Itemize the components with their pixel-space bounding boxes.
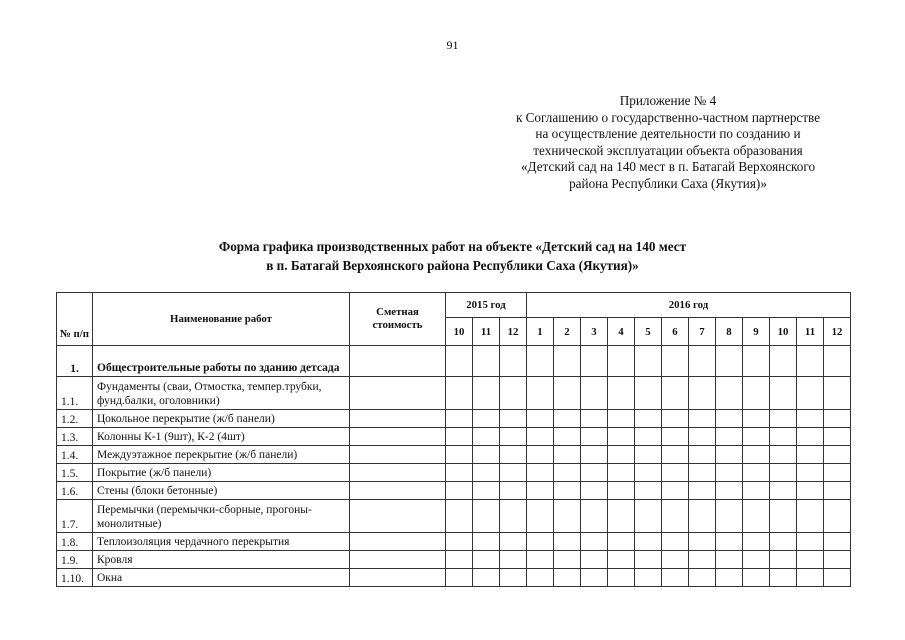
schedule-cell xyxy=(527,464,554,482)
row-work-name: Кровля xyxy=(93,551,350,569)
schedule-cell xyxy=(581,500,608,533)
table-row xyxy=(57,464,851,482)
schedule-cell xyxy=(527,533,554,551)
schedule-cell xyxy=(527,346,554,377)
schedule-cell xyxy=(716,377,743,410)
schedule-cell xyxy=(716,569,743,587)
schedule-cell xyxy=(500,551,527,569)
schedule-cell xyxy=(770,551,797,569)
header-month-2016: 11 xyxy=(797,318,824,346)
schedule-cell xyxy=(473,428,500,446)
schedule-cell xyxy=(554,377,581,410)
schedule-cell xyxy=(554,551,581,569)
schedule-cell xyxy=(635,533,662,551)
schedule-cell xyxy=(716,428,743,446)
header-month-2016: 9 xyxy=(743,318,770,346)
schedule-cell xyxy=(743,410,770,428)
row-cost-cell xyxy=(350,482,446,500)
schedule-cell xyxy=(500,533,527,551)
row-number: 1.8. xyxy=(57,533,93,551)
schedule-cell xyxy=(716,346,743,377)
row-number: 1.7. xyxy=(57,500,93,533)
schedule-cell xyxy=(743,500,770,533)
schedule-cell xyxy=(824,500,851,533)
schedule-cell xyxy=(662,410,689,428)
schedule-cell xyxy=(743,551,770,569)
schedule-cell xyxy=(527,410,554,428)
header-month-2015: 10 xyxy=(446,318,473,346)
header-month-2016: 2 xyxy=(554,318,581,346)
schedule-cell xyxy=(689,428,716,446)
schedule-cell xyxy=(770,464,797,482)
schedule-cell xyxy=(743,482,770,500)
schedule-cell xyxy=(608,500,635,533)
schedule-cell xyxy=(743,464,770,482)
schedule-cell xyxy=(500,500,527,533)
row-number: 1.3. xyxy=(57,428,93,446)
schedule-cell xyxy=(716,551,743,569)
schedule-cell xyxy=(446,428,473,446)
row-cost-cell xyxy=(350,346,446,377)
schedule-cell xyxy=(581,551,608,569)
schedule-cell xyxy=(473,482,500,500)
schedule-cell xyxy=(770,428,797,446)
schedule-cell xyxy=(770,346,797,377)
row-number: 1.6. xyxy=(57,482,93,500)
schedule-cell xyxy=(554,346,581,377)
schedule-cell xyxy=(770,377,797,410)
schedule-cell xyxy=(527,551,554,569)
schedule-cell xyxy=(743,533,770,551)
form-title-line: в п. Батагай Верхоянского района Республики Саха (Якутия)» xyxy=(266,258,639,273)
schedule-cell xyxy=(446,346,473,377)
schedule-cell xyxy=(608,377,635,410)
row-work-name: Окна xyxy=(93,569,350,587)
schedule-cell xyxy=(581,410,608,428)
schedule-cell xyxy=(527,569,554,587)
schedule-cell xyxy=(770,500,797,533)
schedule-cell xyxy=(527,500,554,533)
header-work-name: Наименование работ xyxy=(93,293,350,346)
schedule-cell xyxy=(662,569,689,587)
schedule-cell xyxy=(446,464,473,482)
schedule-cell xyxy=(662,446,689,464)
table-row xyxy=(57,410,851,428)
schedule-cell xyxy=(689,464,716,482)
appendix-line: Приложение № 4 xyxy=(619,93,717,108)
schedule-cell xyxy=(689,482,716,500)
schedule-cell xyxy=(689,346,716,377)
header-month-2016: 7 xyxy=(689,318,716,346)
schedule-cell xyxy=(689,500,716,533)
row-work-name: Покрытие (ж/б панели) xyxy=(93,464,350,482)
schedule-cell xyxy=(473,464,500,482)
schedule-cell xyxy=(446,377,473,410)
schedule-cell xyxy=(797,346,824,377)
schedule-cell xyxy=(716,410,743,428)
schedule-cell xyxy=(743,377,770,410)
schedule-cell xyxy=(581,569,608,587)
schedule-cell xyxy=(473,533,500,551)
schedule-cell xyxy=(446,551,473,569)
schedule-cell xyxy=(797,482,824,500)
row-cost-cell xyxy=(350,446,446,464)
schedule-cell xyxy=(797,428,824,446)
schedule-cell xyxy=(689,377,716,410)
schedule-cell xyxy=(662,533,689,551)
schedule-cell xyxy=(824,346,851,377)
schedule-cell xyxy=(662,346,689,377)
schedule-cell xyxy=(716,446,743,464)
schedule-cell xyxy=(770,569,797,587)
schedule-cell xyxy=(743,346,770,377)
schedule-cell xyxy=(581,428,608,446)
schedule-cell xyxy=(716,500,743,533)
schedule-cell xyxy=(716,464,743,482)
schedule-cell xyxy=(554,500,581,533)
header-month-2016: 12 xyxy=(824,318,851,346)
row-number: 1. xyxy=(57,346,93,377)
schedule-cell xyxy=(500,377,527,410)
row-number: 1.5. xyxy=(57,464,93,482)
schedule-cell xyxy=(797,377,824,410)
schedule-cell xyxy=(662,428,689,446)
schedule-cell xyxy=(500,410,527,428)
header-month-2015: 12 xyxy=(500,318,527,346)
schedule-cell xyxy=(473,377,500,410)
schedule-cell xyxy=(824,464,851,482)
schedule-cell xyxy=(554,533,581,551)
schedule-cell xyxy=(581,346,608,377)
schedule-cell xyxy=(824,410,851,428)
row-cost-cell xyxy=(350,500,446,533)
schedule-cell xyxy=(824,377,851,410)
schedule-cell xyxy=(581,464,608,482)
header-year-2016: 2016 год xyxy=(527,293,851,318)
schedule-cell xyxy=(797,500,824,533)
schedule-cell xyxy=(473,569,500,587)
schedule-cell xyxy=(446,482,473,500)
schedule-cell xyxy=(473,346,500,377)
row-number: 1.9. xyxy=(57,551,93,569)
row-number: 1.2. xyxy=(57,410,93,428)
schedule-cell xyxy=(797,569,824,587)
schedule-cell xyxy=(689,446,716,464)
schedule-cell xyxy=(527,377,554,410)
schedule-cell xyxy=(581,377,608,410)
schedule-cell xyxy=(581,533,608,551)
schedule-cell xyxy=(689,533,716,551)
row-work-name: Теплоизоляция чердачного перекрытия xyxy=(93,533,350,551)
schedule-cell xyxy=(635,464,662,482)
schedule-cell xyxy=(608,446,635,464)
schedule-cell xyxy=(554,428,581,446)
row-work-name: Цокольное перекрытие (ж/б панели) xyxy=(93,410,350,428)
row-number: 1.10. xyxy=(57,569,93,587)
schedule-cell xyxy=(635,569,662,587)
schedule-cell xyxy=(554,569,581,587)
schedule-cell xyxy=(554,410,581,428)
schedule-cell xyxy=(770,482,797,500)
form-title-line: Форма графика производственных работ на объекте «Детский сад на 140 мест xyxy=(218,239,687,254)
schedule-table xyxy=(56,292,851,587)
appendix-line: к Соглашению о государственно-частном партнерстве xyxy=(515,109,821,125)
row-cost-cell xyxy=(350,551,446,569)
header-month-2016: 10 xyxy=(770,318,797,346)
table-row xyxy=(57,533,851,551)
schedule-cell xyxy=(743,446,770,464)
schedule-cell xyxy=(554,446,581,464)
schedule-cell xyxy=(635,410,662,428)
header-month-2016: 3 xyxy=(581,318,608,346)
schedule-cell xyxy=(608,482,635,500)
header-cost: Сметная стоимость xyxy=(350,293,446,346)
page-number: 91 xyxy=(446,38,459,52)
row-number: 1.1. xyxy=(57,377,93,410)
schedule-cell xyxy=(743,569,770,587)
schedule-cell xyxy=(446,410,473,428)
appendix-line: на осуществление деятельности по созданию и xyxy=(535,126,801,142)
schedule-cell xyxy=(689,551,716,569)
schedule-cell xyxy=(662,500,689,533)
schedule-cell xyxy=(635,482,662,500)
schedule-cell xyxy=(770,446,797,464)
appendix-block xyxy=(468,93,868,193)
header-month-2016: 4 xyxy=(608,318,635,346)
schedule-cell xyxy=(554,464,581,482)
header-month-2016: 1 xyxy=(527,318,554,346)
schedule-cell xyxy=(500,569,527,587)
row-work-name: Общестроительные работы по зданию детсада xyxy=(93,346,350,377)
schedule-cell xyxy=(446,446,473,464)
schedule-cell xyxy=(716,482,743,500)
schedule-cell xyxy=(446,569,473,587)
schedule-cell xyxy=(635,377,662,410)
schedule-cell xyxy=(608,428,635,446)
schedule-cell xyxy=(662,551,689,569)
table-row xyxy=(57,446,851,464)
schedule-cell xyxy=(797,446,824,464)
schedule-cell xyxy=(824,428,851,446)
schedule-cell xyxy=(500,428,527,446)
header-month-2015: 11 xyxy=(473,318,500,346)
schedule-cell xyxy=(608,533,635,551)
schedule-cell xyxy=(446,533,473,551)
schedule-cell xyxy=(797,533,824,551)
header-month-2016: 6 xyxy=(662,318,689,346)
schedule-cell xyxy=(527,428,554,446)
schedule-cell xyxy=(527,482,554,500)
row-cost-cell xyxy=(350,569,446,587)
schedule-cell xyxy=(689,410,716,428)
schedule-cell xyxy=(824,533,851,551)
schedule-cell xyxy=(635,428,662,446)
schedule-cell xyxy=(662,464,689,482)
schedule-cell xyxy=(473,500,500,533)
schedule-cell xyxy=(473,410,500,428)
row-work-name: Стены (блоки бетонные) xyxy=(93,482,350,500)
schedule-cell xyxy=(527,446,554,464)
schedule-cell xyxy=(635,551,662,569)
schedule-cell xyxy=(770,410,797,428)
table-row xyxy=(57,346,851,377)
schedule-cell xyxy=(689,569,716,587)
row-cost-cell xyxy=(350,377,446,410)
table-row xyxy=(57,551,851,569)
schedule-cell xyxy=(608,569,635,587)
row-cost-cell xyxy=(350,410,446,428)
schedule-cell xyxy=(743,428,770,446)
schedule-cell xyxy=(446,500,473,533)
schedule-cell xyxy=(473,446,500,464)
schedule-cell xyxy=(662,482,689,500)
schedule-cell xyxy=(608,346,635,377)
table-row xyxy=(57,500,851,533)
table-row xyxy=(57,428,851,446)
appendix-line: района Республики Саха (Якутия)» xyxy=(569,175,767,191)
schedule-cell xyxy=(581,482,608,500)
schedule-cell xyxy=(824,569,851,587)
schedule-cell xyxy=(797,551,824,569)
schedule-cell xyxy=(500,482,527,500)
schedule-cell xyxy=(770,533,797,551)
header-month-2016: 5 xyxy=(635,318,662,346)
row-number: 1.4. xyxy=(57,446,93,464)
schedule-cell xyxy=(608,410,635,428)
header-year-2015: 2015 год xyxy=(446,293,527,318)
schedule-cell xyxy=(635,346,662,377)
schedule-cell xyxy=(824,446,851,464)
row-cost-cell xyxy=(350,428,446,446)
table-row xyxy=(57,569,851,587)
table-row xyxy=(57,482,851,500)
schedule-cell xyxy=(608,551,635,569)
schedule-cell xyxy=(581,446,608,464)
schedule-cell xyxy=(608,464,635,482)
schedule-cell xyxy=(797,410,824,428)
row-cost-cell xyxy=(350,533,446,551)
form-title xyxy=(0,237,905,275)
schedule-cell xyxy=(797,464,824,482)
schedule-cell xyxy=(662,377,689,410)
schedule-cell xyxy=(500,446,527,464)
header-month-2016: 8 xyxy=(716,318,743,346)
row-work-name: Перемычки (перемычки-сборные, прогоны-монолитные) xyxy=(93,500,350,533)
schedule-cell xyxy=(716,533,743,551)
row-work-name: Фундаменты (сваи, Отмостка, темпер.трубки, фунд.балки, оголовники) xyxy=(93,377,350,410)
schedule-cell xyxy=(824,482,851,500)
row-work-name: Колонны К-1 (9шт), К-2 (4шт) xyxy=(93,428,350,446)
schedule-cell xyxy=(500,464,527,482)
schedule-cell xyxy=(554,482,581,500)
row-cost-cell xyxy=(350,464,446,482)
row-work-name: Междуэтажное перекрытие (ж/б панели) xyxy=(93,446,350,464)
appendix-line: технической эксплуатации объекта образования xyxy=(533,142,803,158)
appendix-line: «Детский сад на 140 мест в п. Батагай Верхоянского xyxy=(520,159,816,175)
schedule-cell xyxy=(635,446,662,464)
table-row xyxy=(57,377,851,410)
header-number: № п/п xyxy=(57,293,93,346)
schedule-cell xyxy=(824,551,851,569)
schedule-cell xyxy=(473,551,500,569)
schedule-cell xyxy=(500,346,527,377)
schedule-cell xyxy=(635,500,662,533)
